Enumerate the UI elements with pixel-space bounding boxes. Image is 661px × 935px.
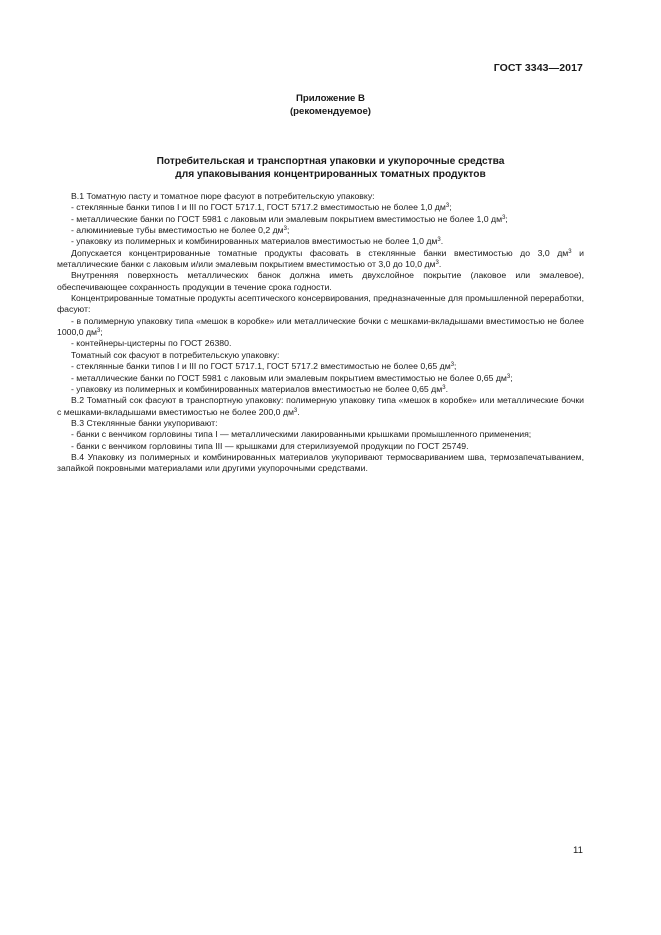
title-line-2: для упаковывания концентрированных томатных продуктов [175,169,486,180]
paragraph [57,202,584,213]
paragraph-text: - металлические банки по ГОСТ 5981 с лаковым или эмалевым покрытием вместимостью не более 0,65 дм [71,372,507,383]
paragraph-text: - стеклянные банки типов I и III по ГОСТ 5717.1, ГОСТ 5717.2 вместимостью не более 1,0 дм [71,202,446,213]
paragraph-text-tail: ; [286,225,290,236]
paragraph-text: - алюминиевые тубы вместимостью не более 0,2 дм [71,225,284,236]
paragraph [57,225,584,236]
section-title [0,155,661,181]
superscript: 3 [445,203,450,210]
paragraph-text: - контейнеры-цистерны по ГОСТ 26380. [71,338,232,349]
superscript: 3 [97,328,101,335]
paragraph [57,191,584,202]
paragraph-text-tail: . [438,259,442,270]
paragraph-text-tail: . [297,406,300,417]
standard-code: ГОСТ 3343—2017 [493,62,583,74]
appendix-name: Приложение В [296,93,365,104]
paragraph-text: В.4 Упаковку из полимерных и комбинированных материалов укупоривают термосвариванием шва, термозапечатыванием, запайкой покровными материалами или другими укупорочными средствами. [57,451,584,474]
paragraph [57,236,584,247]
paragraph [57,214,584,225]
paragraph-text: - банки с венчиком горловины типа I — металлическими лакированными крышками промышленного применения; [71,429,532,440]
superscript: 3 [506,373,511,380]
superscript: 3 [502,214,506,221]
paragraph-text: В.1 Томатную пасту и томатное пюре фасуют в потребительскую упаковку: [71,191,375,201]
paragraph [57,384,584,395]
superscript: 3 [435,260,439,267]
paragraph-text: В.2 Томатный сок фасуют в транспортную упаковку: полимерную упаковку типа «мешок в коробке» или металлические бочки с мешками-вкладышами вместимостью не более 200,0 дм [57,395,584,417]
paragraph-text: - упаковку из полимерных и комбинированных материалов вместимостью не более 0,65 дм [71,383,443,394]
paragraph-text: - металлические банки по ГОСТ 5981 с лаковым или эмалевым покрытием вместимостью не более 1,0 дм [71,213,503,224]
paragraph [57,395,584,418]
paragraph-text-tail: и металлические банки с лаковым и/или эмалевым покрытием вместимостью от 3,0 до 10,0 дм [57,247,584,270]
paragraph [57,338,584,349]
paragraph-text-tail: ; [100,327,103,338]
paragraph [57,350,584,361]
paragraph [57,452,584,475]
paragraph [57,373,584,384]
paragraph-text-tail: ; [505,213,508,224]
appendix-status: (рекомендуемое) [289,105,371,117]
paragraph-text: Концентрированные томатные продукты асептического консервирования, предназначенные для промышленной переработки, фасуют: [57,293,584,315]
body-text [57,191,584,475]
paragraph [57,441,584,452]
paragraph [57,248,584,271]
appendix-heading [0,93,661,118]
superscript: 3 [568,248,572,255]
paragraph [57,316,584,339]
paragraph-text: Допускается концентрированные томатные продукты фасовать в стеклянные банки вместимостью до 3,0 дм [71,247,569,258]
paragraph-text: Томатный сок фасуют в потребительскую упаковку: [71,349,280,360]
paragraph-text: - упаковку из полимерных и комбинированных материалов вместимостью не более 1,0 дм [71,236,438,247]
paragraph-text: - стеклянные банки типов I и III по ГОСТ 5717.1, ГОСТ 5717.2 вместимостью не более 0,65 дм [71,361,451,372]
paragraph [57,429,584,440]
superscript: 3 [442,384,446,391]
paragraph [57,418,584,429]
paragraph-text-tail: ; [454,361,457,372]
paragraph-text: Внутренняя поверхность металлических банок должна иметь двухслойное покрытие (лаковое или эмалевое), обеспечивающее сохранность продукции в течение срока годности. [57,270,584,292]
paragraph [57,361,584,372]
page-number: 11 [573,845,583,856]
paragraph-text: В.3 Стеклянные банки укупоривают: [71,417,218,428]
paragraph-text-tail: . [445,383,448,394]
superscript: 3 [450,362,455,369]
paragraph [57,270,584,293]
paragraph-text: - банки с венчиком горловины типа III — крышками для стерилизуемой продукции по ГОСТ 25749. [71,440,469,451]
paragraph [57,293,584,316]
title-line-1: Потребительская и транспортная упаковки и укупорочные средства [156,156,505,167]
paragraph-text-tail: ; [510,372,513,383]
paragraph-text: - в полимерную упаковку типа «мешок в коробке» или металлические бочки с мешками-вкладышами вместимостью не более 1000,0 дм [57,315,584,338]
superscript: 3 [293,407,298,414]
superscript: 3 [283,226,287,233]
superscript: 3 [437,237,441,244]
paragraph-text-tail: . [440,236,444,247]
paragraph-text-tail: ; [449,202,452,213]
